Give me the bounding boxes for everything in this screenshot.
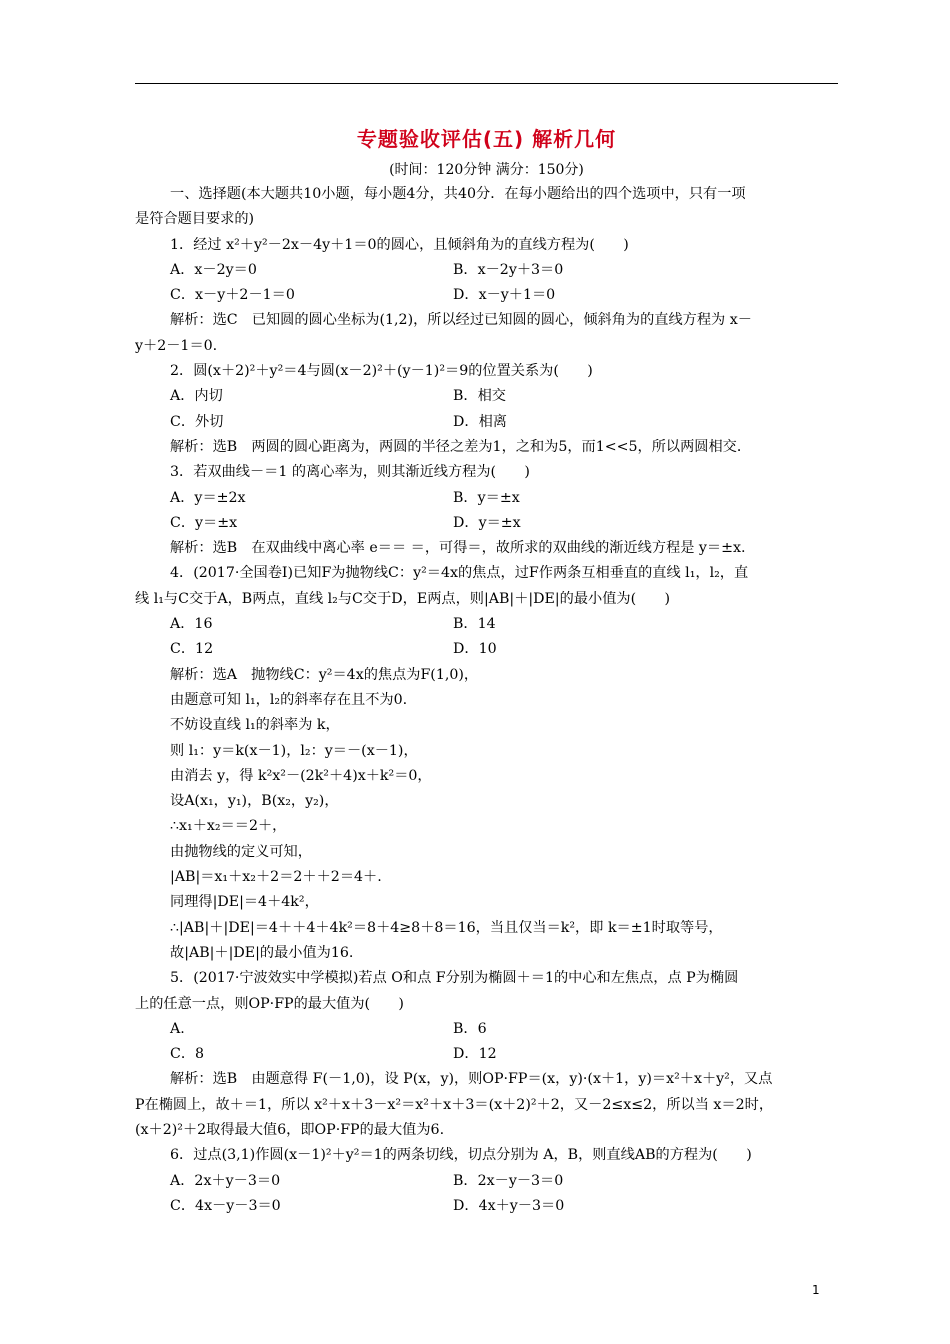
text-line: 5．(2017·宁波效实中学模拟)若点 O和点 F分别为椭圆＋＝1的中心和左焦点，点 P为椭圆 [170, 970, 739, 987]
text-line: 解析：选B 在双曲线中离心率 e＝＝ ＝，可得＝，故所求的双曲线的渐近线方程是 y＝±x. [170, 540, 746, 557]
answer-option: C．4x－y－3＝0 [170, 1197, 281, 1214]
answer-option: B．14 [453, 616, 496, 633]
option-row [135, 1042, 838, 1067]
answer-option: B．相交 [453, 388, 506, 405]
text-line: 一、选择题(本大题共10小题，每小题4分，共40分．在每小题给出的四个选项中，只有一项 [170, 186, 746, 202]
answer-option: B．x－2y＋3＝0 [453, 261, 564, 278]
answer-option: A．16 [170, 616, 213, 633]
text-line: 由题意可知 l₁，l₂的斜率存在且不为0. [170, 691, 408, 708]
option-row [135, 612, 838, 637]
answer-option: D．相离 [453, 413, 507, 430]
text-line: 解析：选A 抛物线C：y²＝4x的焦点为F(1,0)， [170, 666, 479, 683]
answer-option: B．2x－y－3＝0 [453, 1172, 564, 1189]
option-row [135, 410, 838, 435]
answer-option: A．内切 [170, 388, 223, 405]
text-line: P在椭圆上，故＋＝1，所以 x²＋x＋3－x²＝x²＋x＋3＝(x＋2)²＋2，又－2≤x≤2，所以当 x＝2时， [135, 1096, 774, 1113]
text-line: 同理得|DE|＝4＋4k²， [170, 894, 319, 911]
answer-option: A．x－2y＝0 [170, 261, 257, 278]
answer-option: C．外切 [170, 413, 224, 430]
answer-option: A．2x＋y－3＝0 [170, 1172, 281, 1189]
answer-option: C．y＝±x [170, 514, 238, 531]
option-row [135, 1017, 838, 1042]
text-line: 2．圆(x＋2)²＋y²＝4与圆(x－2)²＋(y－1)²＝9的位置关系为( ) [170, 363, 593, 380]
answer-option: A. [170, 1020, 185, 1037]
text-line: 由消去 y，得 k²x²－(2k²＋4)x＋k²＝0， [170, 767, 432, 784]
answer-option: D．4x＋y－3＝0 [453, 1197, 565, 1214]
option-row [135, 384, 838, 409]
option-row [135, 1194, 838, 1219]
text-line: ∴|AB|＋|DE|＝4＋＋4＋4k²＝8＋4≥8＋8＝16，当且仅当＝k²，即 k＝±1时取等号， [170, 919, 723, 936]
option-row [135, 283, 838, 308]
header-rule [135, 83, 838, 84]
answer-option: A．y＝±2x [170, 489, 246, 506]
answer-option: C．12 [170, 641, 214, 658]
answer-option: B．y＝±x [453, 489, 520, 506]
text-line: 上的任意一点，则OP·FP的最大值为( ) [135, 995, 404, 1012]
text-line: 解析：选B 由题意得 F(－1,0)，设 P(x，y)，则OP·FP＝(x，y)·(x＋1，y)＝x²＋x＋y²，又点 [170, 1071, 773, 1088]
answer-option: D．10 [453, 641, 497, 658]
answer-option: C．x－y＋2－1＝0 [170, 287, 295, 304]
text-line: 3．若双曲线－＝1 的离心率为，则其渐近线方程为( ) [170, 464, 530, 481]
page-number: 1 [812, 1283, 820, 1297]
answer-option: D．x－y＋1＝0 [453, 287, 556, 304]
text-line: 不妨设直线 l₁的斜率为 k， [170, 717, 340, 734]
answer-option: D．12 [453, 1046, 497, 1063]
text-line: ∴x₁＋x₂＝＝2＋， [170, 818, 287, 835]
text-line: |AB|＝x₁＋x₂＋2＝2＋＋2＝4＋. [170, 869, 382, 886]
text-line: 4．(2017·全国卷Ⅰ)已知F为抛物线C：y²＝4x的焦点，过F作两条互相垂直的直线 l₁，l₂，直 [170, 565, 749, 582]
text-line: y＋2－1＝0. [135, 337, 218, 354]
option-row [135, 637, 838, 662]
option-row [135, 258, 838, 283]
text-line: 故|AB|＋|DE|的最小值为16. [170, 944, 354, 961]
page-subtitle: (时间：120分钟 满分：150分) [389, 162, 584, 178]
option-row [135, 486, 838, 511]
option-row [135, 1169, 838, 1194]
document-body [135, 182, 838, 1219]
text-line: 解析：选B 两圆的圆心距离为，两圆的半径之差为1，之和为5，而1<<5，所以两圆相交． [170, 438, 752, 455]
text-line: 线 l₁与C交于A，B两点，直线 l₂与C交于D，E两点，则|AB|＋|DE|的最小值为( ) [135, 590, 671, 607]
option-row [135, 511, 838, 536]
text-line: (x＋2)²＋2取得最大值6，即OP·FP的最大值为6. [135, 1121, 445, 1138]
text-line: 解析：选C 已知圆的圆心坐标为(1,2)，所以经过已知圆的圆心，倾斜角为的直线方程为 x－ [170, 312, 752, 329]
text-line: 由抛物线的定义可知， [170, 843, 312, 860]
answer-option: D．y＝±x [453, 514, 521, 531]
text-line: 是符合题目要求的) [135, 211, 255, 228]
page-title: 专题验收评估(五) 解析几何 [356, 127, 617, 151]
answer-option: B．6 [453, 1020, 487, 1037]
text-line: 设A(x₁，y₁)，B(x₂，y₂)， [170, 793, 339, 810]
text-line: 6．过点(3,1)作圆(x－1)²＋y²＝1的两条切线，切点分别为 A，B，则直线AB的方程为( ) [170, 1147, 752, 1164]
text-line: 则 l₁：y＝k(x－1)，l₂：y＝－(x－1)， [170, 742, 418, 759]
answer-option: C．8 [170, 1046, 205, 1063]
text-line: 1．经过 x²＋y²－2x－4y＋1＝0的圆心，且倾斜角为的直线方程为( ) [170, 236, 629, 253]
